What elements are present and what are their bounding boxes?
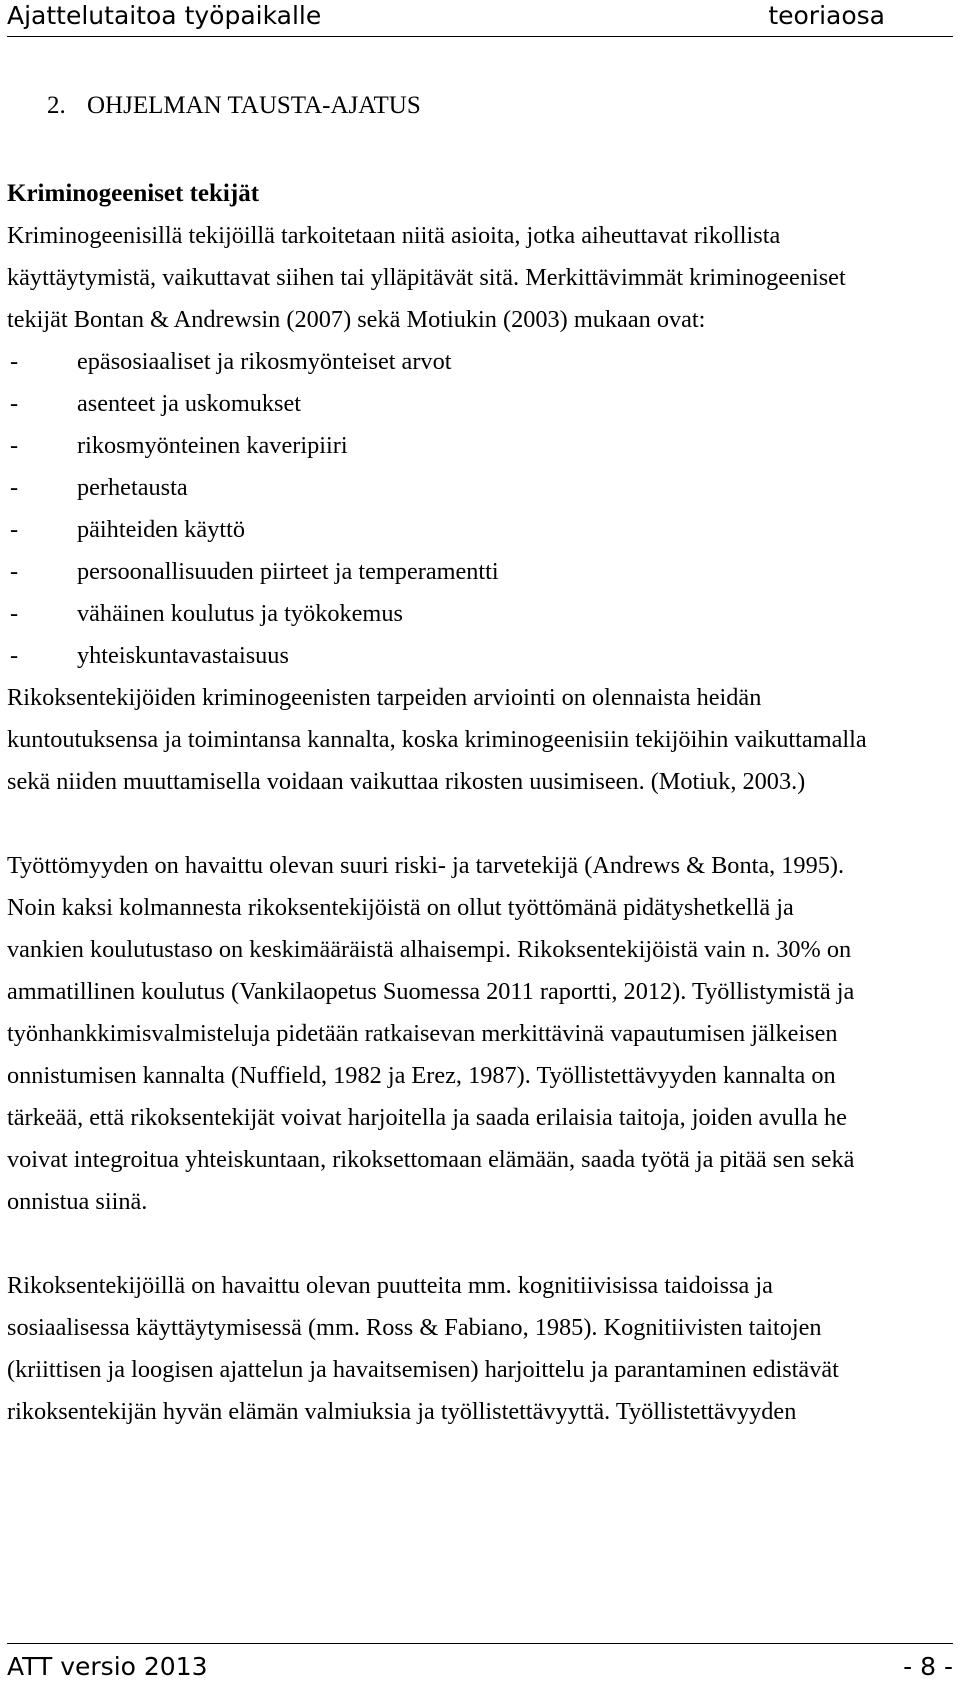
list-item-text: persoonallisuuden piirteet ja temperamentti — [77, 558, 499, 585]
subheading: Kriminogeeniset tekijät — [7, 180, 260, 207]
text-line: onnistumisen kannalta (Nuffield, 1982 ja Erez, 1987). Työllistettävyyden kannalta on — [7, 1062, 836, 1089]
text-line: sekä niiden muuttamisella voidaan vaikuttaa rikosten uusimiseen. (Motiuk, 2003.) — [7, 768, 806, 795]
text-line: Rikoksentekijöillä on havaittu olevan puutteita mm. kognitiivisissa taidoissa ja — [7, 1272, 773, 1299]
text-line: (kriittisen ja loogisen ajattelun ja havaitsemisen) harjoittelu ja parantaminen edistävät — [7, 1356, 839, 1383]
text-line: Kriminogeenisillä tekijöillä tarkoitetaan niitä asioita, jotka aiheuttavat rikollista — [7, 222, 781, 249]
list-item-text: asenteet ja uskomukset — [77, 390, 302, 417]
list-marker: - — [10, 558, 19, 585]
page-body — [7, 85, 947, 1433]
factor-list — [7, 341, 947, 677]
list-marker: - — [10, 600, 19, 627]
page-footer — [7, 1643, 953, 1702]
list-marker: - — [10, 642, 19, 669]
text-line: tekijät Bontan & Andrewsin (2007) sekä Motiukin (2003) mukaan ovat: — [7, 306, 706, 333]
text-line: kuntoutuksensa ja toimintansa kannalta, koska kriminogeenisiin tekijöihin vaikuttamalla — [7, 726, 867, 753]
list-item — [7, 383, 947, 425]
text-line: voivat integroitua yhteiskuntaan, rikoksettomaan elämään, saada työtä ja pitää sen sekä — [7, 1146, 855, 1173]
list-marker: - — [10, 474, 19, 501]
list-item-text: perhetausta — [77, 474, 188, 501]
text-line: Rikoksentekijöiden kriminogeenisten tarpeiden arviointi on olennaista heidän — [7, 684, 762, 711]
list-item — [7, 425, 947, 467]
list-item — [7, 551, 947, 593]
paragraph-assessment — [7, 677, 947, 803]
list-item-text: yhteiskuntavastaisuus — [77, 642, 289, 669]
paragraph-unemployment — [7, 845, 947, 1223]
list-item-text: päihteiden käyttö — [77, 516, 246, 543]
section-title: OHJELMAN TAUSTA-AJATUS — [87, 92, 421, 119]
text-line: rikoksentekijän hyvän elämän valmiuksia ja työllistettävyyttä. Työllistettävyyden — [7, 1398, 797, 1425]
list-item-text: epäsosiaaliset ja rikosmyönteiset arvot — [77, 348, 452, 375]
list-item-text: vähäinen koulutus ja työkokemus — [77, 600, 403, 627]
section-number: 2. — [47, 92, 66, 119]
text-line: Noin kaksi kolmannesta rikoksentekijöistä on ollut työttömänä pidätyshetkellä ja — [7, 894, 794, 921]
text-line: käyttäytymistä, vaikuttavat siihen tai ylläpitävät sitä. Merkittävimmät kriminogeeniset — [7, 264, 846, 291]
text-line: onnistua siinä. — [7, 1188, 148, 1215]
list-item — [7, 467, 947, 509]
text-line: tärkeää, että rikoksentekijät voivat harjoitella ja saada erilaisia taitoja, joiden avulla he — [7, 1104, 847, 1131]
list-marker: - — [10, 432, 19, 459]
list-item — [7, 509, 947, 551]
text-line: työnhankkimisvalmisteluja pidetään ratkaisevan merkittävinä vapautumisen jälkeisen — [7, 1020, 838, 1047]
section-heading — [7, 85, 947, 127]
list-marker: - — [10, 390, 19, 417]
list-item-text: rikosmyönteinen kaveripiiri — [77, 432, 348, 459]
page-number: - 8 - — [903, 1652, 953, 1681]
paragraph-cognitive — [7, 1265, 947, 1433]
list-marker: - — [10, 348, 19, 375]
text-line: Työttömyyden on havaittu olevan suuri riski- ja tarvetekijä (Andrews & Bonta, 1995). — [7, 852, 845, 879]
header-section: teoriaosa — [768, 1, 885, 30]
header-title: Ajattelutaitoa työpaikalle — [7, 1, 322, 30]
text-line: sosiaalisessa käyttäytymisessä (mm. Ross & Fabiano, 1985). Kognitiivisten taitojen — [7, 1314, 822, 1341]
page-header — [7, 0, 953, 37]
text-line: ammatillinen koulutus (Vankilaopetus Suomessa 2011 raportti, 2012). Työllistymistä ja — [7, 978, 855, 1005]
list-marker: - — [10, 516, 19, 543]
footer-version: ATT versio 2013 — [7, 1652, 208, 1681]
list-item — [7, 341, 947, 383]
list-item — [7, 593, 947, 635]
intro-paragraph — [7, 215, 947, 341]
list-item — [7, 635, 947, 677]
text-line: vankien koulutustaso on keskimääräistä alhaisempi. Rikoksentekijöistä vain n. 30% on — [7, 936, 852, 963]
